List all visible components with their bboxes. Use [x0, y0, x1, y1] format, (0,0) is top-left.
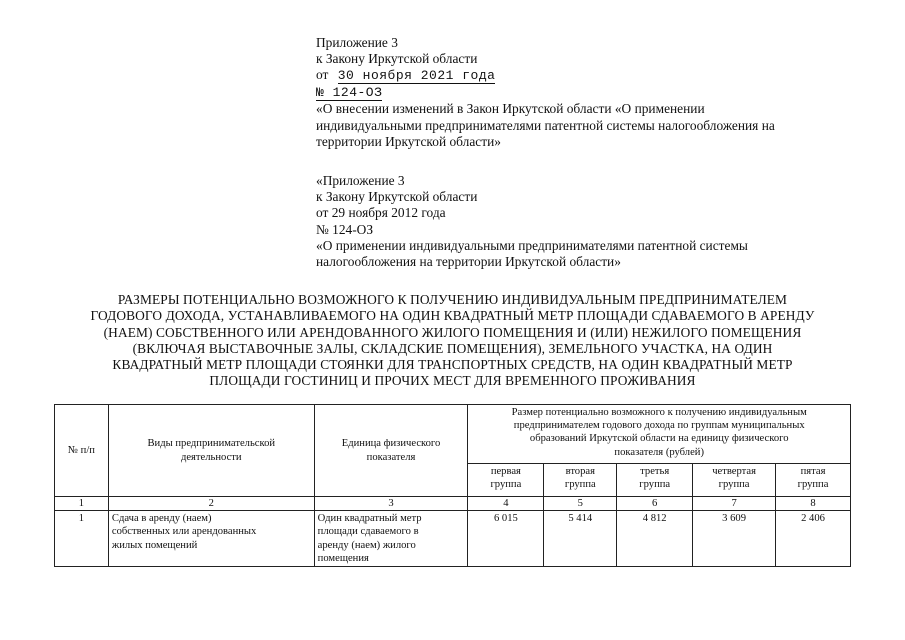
unit-line: аренду (наем) жилого	[317, 539, 416, 551]
header-size-line: предпринимателем годового дохода по группам муниципальных	[513, 420, 805, 432]
group-word: группа	[639, 479, 671, 491]
group-header	[617, 464, 693, 497]
title-line: РАЗМЕРЫ ПОТЕНЦИАЛЬНО ВОЗМОЖНОГО К ПОЛУЧЕНИЮ ИНДИВИДУАЛЬНЫМ ПРЕДПРИНИМАТЕЛЕМ	[117, 292, 788, 307]
quoted-line: «Приложение 3	[316, 173, 405, 188]
header-activity-line: Виды предпринимательской	[147, 438, 276, 450]
header-unit-line: показателя	[366, 451, 416, 463]
header-size-line: Размер потенциально возможного к получению индивидуальным	[511, 407, 807, 418]
column-number: 7	[693, 497, 776, 511]
unit-line: помещения	[317, 552, 369, 564]
law-title-line: индивидуальными предпринимателями патентной системы налогообложения на	[316, 117, 775, 133]
column-number: 6	[617, 497, 693, 511]
group-header	[544, 464, 617, 497]
quoted-line: № 124-ОЗ	[316, 221, 374, 237]
income-table	[54, 404, 851, 567]
group-word: группа	[797, 479, 829, 491]
header-num: № п/п	[55, 405, 109, 497]
column-number: 8	[776, 497, 851, 511]
activity-line: Сдача в аренду (наем)	[111, 513, 212, 525]
row-activity	[108, 511, 314, 567]
header-income-size	[468, 405, 851, 464]
quoted-line: к Закону Иркутской области	[316, 189, 478, 205]
group-word: группа	[564, 479, 596, 491]
value-group-4: 3 609	[693, 511, 776, 567]
unit-line: Один квадратный метр	[317, 513, 422, 525]
value-group-1: 6 015	[468, 511, 544, 567]
unit-line: площади сдаваемого в	[317, 526, 419, 538]
document-title	[30, 292, 875, 390]
title-line: ГОДОВОГО ДОХОДА, УСТАНАВЛИВАЕМОГО НА ОДИН КВАДРАТНЫЙ МЕТР ПЛОЩАДИ СДАВАЕМОГО В АРЕНДУ	[90, 308, 815, 324]
activity-line: жилых помещений	[111, 539, 198, 551]
row-number: 1	[55, 511, 109, 567]
appendix-label: Приложение 3	[316, 35, 398, 50]
header-activity-line: деятельности	[180, 451, 242, 463]
quoted-line: «О применении индивидуальными предпринимателями патентной системы	[316, 237, 748, 253]
group-name: вторая	[565, 466, 595, 477]
row-unit	[314, 511, 468, 567]
number-line	[316, 84, 876, 101]
value-group-3: 4 812	[617, 511, 693, 567]
group-name: четвертая	[712, 466, 756, 477]
header-activity	[108, 405, 314, 497]
group-name: первая	[490, 466, 521, 477]
quoted-line: от 29 ноября 2012 года	[316, 205, 446, 221]
column-number-row	[55, 497, 851, 511]
title-line: (НАЕМ) СОБСТВЕННОГО ИЛИ АРЕНДОВАННОГО ЖИЛОГО ПОМЕЩЕНИЯ И (ИЛИ) НЕЖИЛОГО ПОМЕЩЕНИЯ	[103, 324, 802, 340]
header-size-line: показателя (рублей)	[614, 446, 704, 458]
column-number: 1	[55, 497, 109, 511]
table-row	[55, 511, 851, 567]
group-name: пятая	[800, 466, 826, 477]
group-header	[468, 464, 544, 497]
quoted-appendix-header	[316, 173, 876, 270]
column-number: 3	[314, 497, 468, 511]
date-field: 30 ноября 2021 года	[337, 68, 496, 84]
quoted-line: налогообложения на территории Иркутской области»	[316, 254, 621, 270]
number-field: № 124-ОЗ	[316, 85, 383, 101]
group-word: группа	[718, 479, 750, 491]
title-line: (ВКЛЮЧАЯ ВЫСТАВОЧНЫЕ ЗАЛЫ, СКЛАДСКИЕ ПОМЕЩЕНИЯ), ЗЕМЕЛЬНОГО УЧАСТКА, НА ОДИН	[132, 340, 773, 356]
group-word: группа	[490, 479, 522, 491]
value-group-2: 5 414	[544, 511, 617, 567]
column-number: 2	[108, 497, 314, 511]
law-title-line: «О внесении изменений в Закон Иркутской области «О применении	[316, 101, 705, 117]
group-name: третья	[640, 466, 670, 477]
header-size-line: образований Иркутской области на единицу физического	[529, 433, 789, 445]
header-unit-line: Единица физического	[341, 438, 441, 450]
column-number: 5	[544, 497, 617, 511]
from-label: от	[316, 67, 329, 83]
title-line: ПЛОЩАДИ ГОСТИНИЦ И ПРОЧИХ МЕСТ ДЛЯ ВРЕМЕННОГО ПРОЖИВАНИЯ	[209, 373, 696, 389]
header-unit	[314, 405, 468, 497]
appendix-header	[316, 35, 876, 150]
law-reference: к Закону Иркутской области	[316, 51, 478, 67]
date-line	[316, 67, 876, 84]
group-header	[693, 464, 776, 497]
group-header	[776, 464, 851, 497]
title-line: КВАДРАТНЫЙ МЕТР ПЛОЩАДИ СТОЯНКИ ДЛЯ ТРАНСПОРТНЫХ СРЕДСТВ, НА ОДИН КВАДРАТНЫЙ МЕТР	[112, 357, 793, 373]
activity-line: собственных или арендованных	[111, 526, 257, 538]
value-group-5: 2 406	[776, 511, 851, 567]
table-header-row	[55, 405, 851, 464]
law-title-line: территории Иркутской области»	[316, 133, 501, 149]
column-number: 4	[468, 497, 544, 511]
